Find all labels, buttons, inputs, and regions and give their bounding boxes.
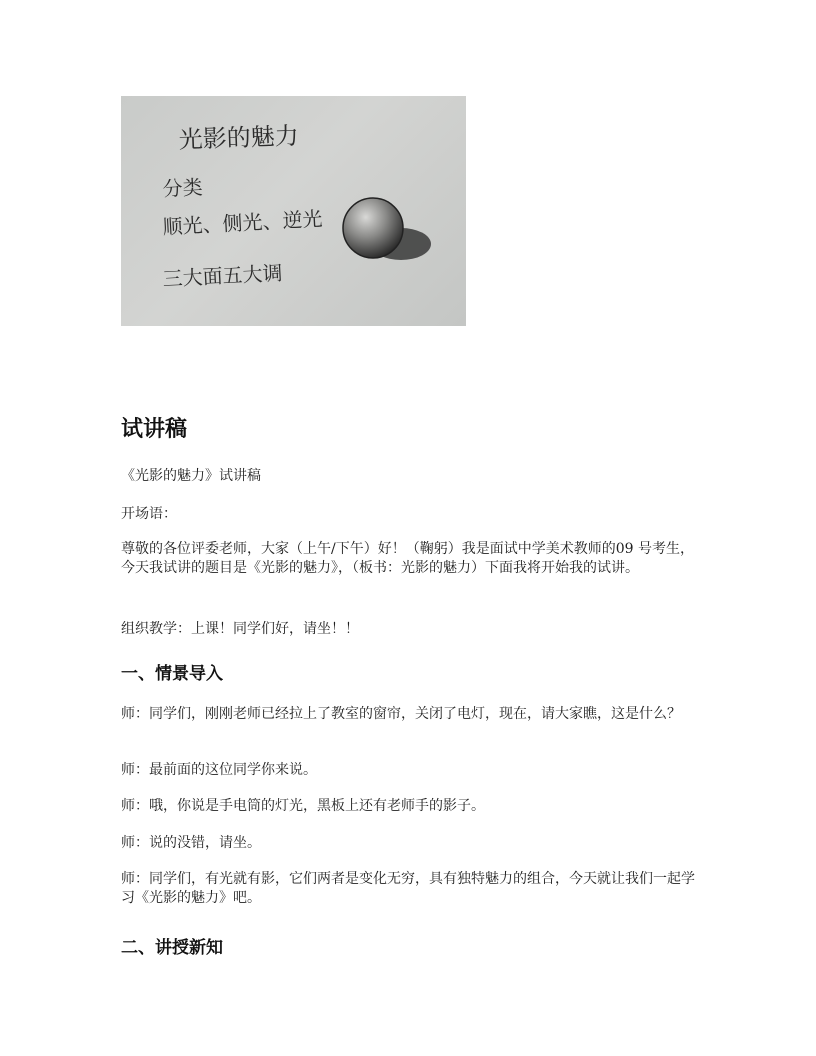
section1-paragraph: 师：同学们，刚刚老师已经拉上了教室的窗帘，关闭了电灯，现在，请大家瞧，这是什么？ — [121, 706, 681, 722]
section1-paragraph: 师：最前面的这位同学你来说。 — [121, 762, 317, 778]
section-heading-2: 二、讲授新知 — [121, 938, 223, 958]
note-line-lighting: 顺光、侧光、逆光 — [162, 206, 324, 239]
opening-paragraph: 尊敬的各位评委老师，大家（上午/下午）好！（鞠躬）我是面试中学美术教师的09 号考生，今天我试讲的题目是《光影的魅力》，（板书：光影的魅力）下面我将开始我的试讲。 — [121, 541, 694, 576]
page-heading: 试讲稿 — [121, 417, 188, 442]
section-heading-1: 一、情景导入 — [121, 664, 223, 684]
organize-paragraph: 组织教学：上课！同学们好，请坐！！ — [121, 621, 359, 637]
note-line-category: 分类 — [162, 174, 204, 201]
section1-paragraph: 师：说的没错，请坐。 — [121, 835, 261, 851]
opening-label: 开场语： — [121, 506, 177, 522]
handwritten-note-drawing — [121, 96, 466, 326]
shaded-sphere — [343, 198, 403, 258]
note-title: 光影的魅力 — [178, 121, 300, 154]
doc-subtitle: 《光影的魅力》试讲稿 — [121, 468, 261, 484]
handwritten-note-photo — [121, 96, 466, 326]
section1-paragraph: 师：哦，你说是手电筒的灯光，黑板上还有老师手的影子。 — [121, 798, 485, 814]
section1-paragraph: 师：同学们，有光就有影，它们两者是变化无穷，具有独特魅力的组合，今天就让我们一起学习《光影的魅力》吧。 — [121, 871, 695, 906]
note-line-tones: 三大面五大调 — [162, 260, 284, 291]
